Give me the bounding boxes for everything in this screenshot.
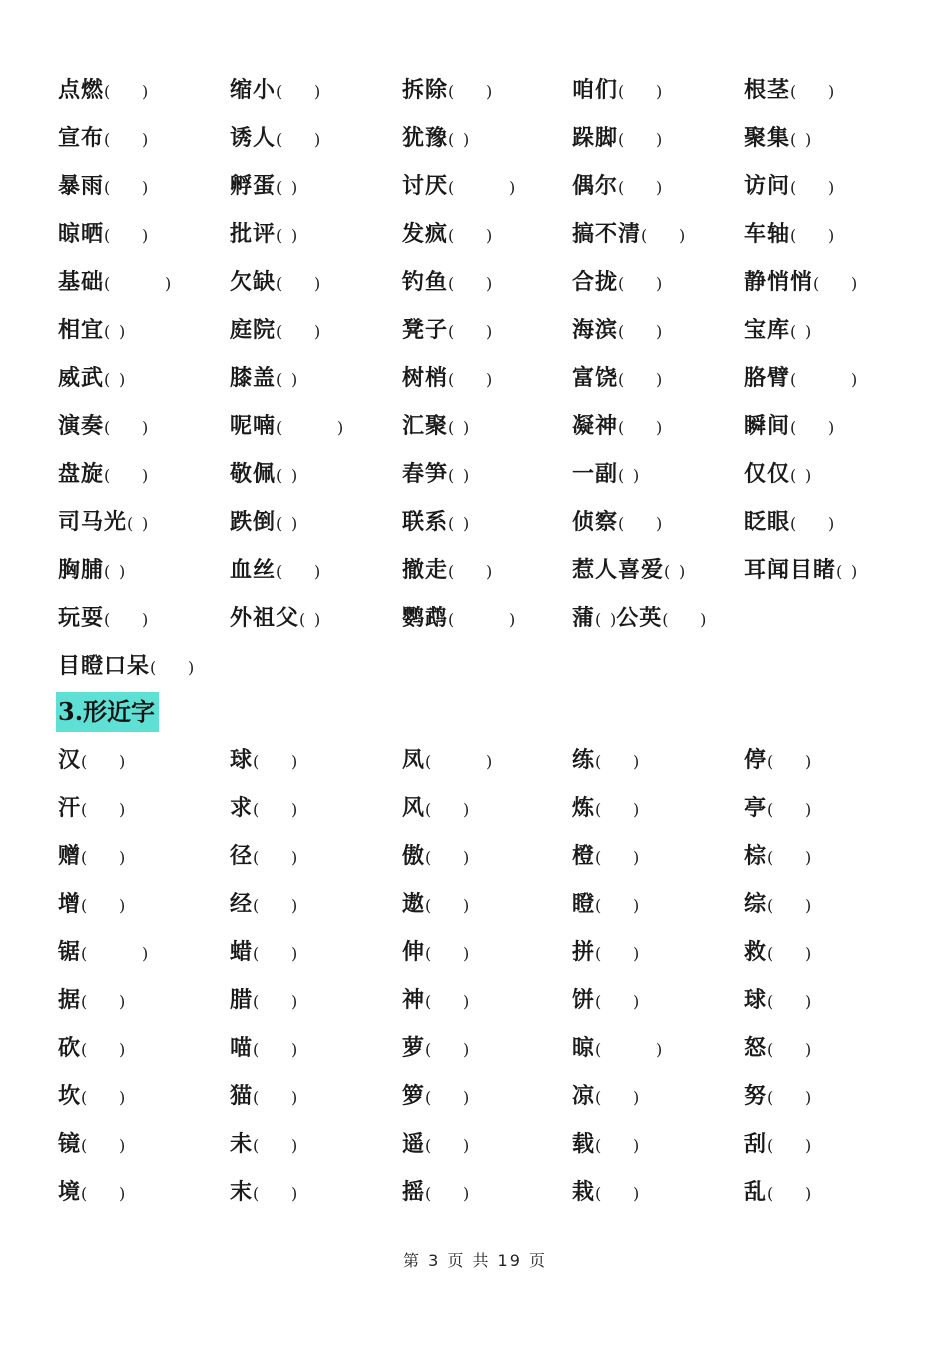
character-row — [58, 930, 918, 974]
exercise-item: 未( ) — [230, 1131, 298, 1157]
exercise-item: 膝盖( ) — [230, 365, 298, 391]
exercise-item: 车轴( ) — [744, 221, 835, 247]
exercise-item: 根茎( ) — [744, 77, 835, 103]
exercise-item: 坎( ) — [58, 1083, 126, 1109]
character-row — [58, 1122, 918, 1166]
exercise-item: 摇( ) — [402, 1179, 470, 1205]
exercise-item: 访问( ) — [744, 173, 835, 199]
exercise-item: 聚集( ) — [744, 125, 812, 151]
exercise-item: 棕( ) — [744, 843, 812, 869]
section-title-similar-characters: 3.形近字 — [56, 692, 159, 732]
exercise-item: 据( ) — [58, 987, 126, 1013]
exercise-item: 风( ) — [402, 795, 470, 821]
exercise-item: 拆除( ) — [402, 77, 493, 103]
character-row — [58, 834, 918, 878]
word-row — [58, 548, 918, 592]
exercise-item: 呢喃( ) — [230, 413, 344, 439]
exercise-item: 仅仅( ) — [744, 461, 812, 487]
exercise-item: 遥( ) — [402, 1131, 470, 1157]
exercise-item: 饼( ) — [572, 987, 640, 1013]
exercise-item: 胸脯( ) — [58, 557, 126, 583]
exercise-item: 萝( ) — [402, 1035, 470, 1061]
word-row — [58, 260, 918, 304]
exercise-item: 诱人( ) — [230, 125, 321, 151]
exercise-item: 瞪( ) — [572, 891, 640, 917]
exercise-item: 跌倒( ) — [230, 509, 298, 535]
exercise-item: 偶尔( ) — [572, 173, 663, 199]
exercise-item: 拼( ) — [572, 939, 640, 965]
exercise-item: 傲( ) — [402, 843, 470, 869]
character-row — [58, 978, 918, 1022]
exercise-item: 鹦鹉( ) — [402, 605, 516, 631]
exercise-item: 晾晒( ) — [58, 221, 149, 247]
exercise-item: 汗( ) — [58, 795, 126, 821]
exercise-item: 联系( ) — [402, 509, 470, 535]
exercise-item: 伸( ) — [402, 939, 470, 965]
exercise-item: 增( ) — [58, 891, 126, 917]
exercise-item: 综( ) — [744, 891, 812, 917]
exercise-item: 救( ) — [744, 939, 812, 965]
exercise-item: 胳臂( ) — [744, 365, 858, 391]
exercise-item: 载( ) — [572, 1131, 640, 1157]
exercise-item: 外祖父( ) — [230, 605, 321, 631]
exercise-item: 合拢( ) — [572, 269, 663, 295]
exercise-item: 练( ) — [572, 747, 640, 773]
exercise-item: 境( ) — [58, 1179, 126, 1205]
exercise-item: 演奏( ) — [58, 413, 149, 439]
exercise-item: 侦察( ) — [572, 509, 663, 535]
exercise-item: 神( ) — [402, 987, 470, 1013]
exercise-item: 惹人喜爱( ) — [572, 557, 686, 583]
character-row — [58, 738, 918, 782]
exercise-item: 钓鱼( ) — [402, 269, 493, 295]
exercise-item: 玩耍( ) — [58, 605, 149, 631]
exercise-item: 努( ) — [744, 1083, 812, 1109]
exercise-item: 球( ) — [230, 747, 298, 773]
word-row — [58, 116, 918, 160]
exercise-item: 砍( ) — [58, 1035, 126, 1061]
exercise-item: 基础( ) — [58, 269, 172, 295]
exercise-item: 凳子( ) — [402, 317, 493, 343]
exercise-item: 讨厌( ) — [402, 173, 516, 199]
exercise-item: 凤( ) — [402, 747, 493, 773]
word-row — [58, 164, 918, 208]
exercise-item: 喵( ) — [230, 1035, 298, 1061]
word-row — [58, 404, 918, 448]
exercise-item: 球( ) — [744, 987, 812, 1013]
exercise-item: 求( ) — [230, 795, 298, 821]
exercise-item: 血丝( ) — [230, 557, 321, 583]
exercise-item: 盘旋( ) — [58, 461, 149, 487]
exercise-item: 目瞪口呆( ) — [58, 653, 195, 679]
character-row — [58, 1074, 918, 1118]
exercise-item: 汇聚( ) — [402, 413, 470, 439]
exercise-item: 蒲( )公英( ) — [572, 605, 707, 631]
exercise-item: 停( ) — [744, 747, 812, 773]
exercise-item: 耳闻目睹( ) — [744, 557, 858, 583]
exercise-item: 缩小( ) — [230, 77, 321, 103]
word-row — [58, 356, 918, 400]
exercise-item: 司马光( ) — [58, 509, 149, 535]
character-row — [58, 1170, 918, 1214]
exercise-item: 橙( ) — [572, 843, 640, 869]
exercise-item: 犹豫( ) — [402, 125, 470, 151]
word-row — [58, 596, 918, 640]
character-row — [58, 882, 918, 926]
word-row — [58, 68, 918, 112]
word-row — [58, 452, 918, 496]
exercise-item: 凝神( ) — [572, 413, 663, 439]
exercise-item: 威武( ) — [58, 365, 126, 391]
exercise-item: 锯( ) — [58, 939, 149, 965]
word-row — [58, 644, 918, 688]
exercise-item: 海滨( ) — [572, 317, 663, 343]
exercise-item: 敬佩( ) — [230, 461, 298, 487]
page-footer: 第 3 页 共 19 页 — [403, 1251, 547, 1270]
word-row — [58, 308, 918, 352]
exercise-item: 箩( ) — [402, 1083, 470, 1109]
exercise-item: 炼( ) — [572, 795, 640, 821]
word-row — [58, 500, 918, 544]
exercise-item: 遨( ) — [402, 891, 470, 917]
exercise-item: 孵蛋( ) — [230, 173, 298, 199]
exercise-item: 宣布( ) — [58, 125, 149, 151]
exercise-item: 富饶( ) — [572, 365, 663, 391]
exercise-item: 庭院( ) — [230, 317, 321, 343]
exercise-item: 搞不清( ) — [572, 221, 686, 247]
exercise-item: 赠( ) — [58, 843, 126, 869]
exercise-item: 经( ) — [230, 891, 298, 917]
exercise-item: 栽( ) — [572, 1179, 640, 1205]
exercise-item: 晾( ) — [572, 1035, 663, 1061]
exercise-item: 静悄悄( ) — [744, 269, 858, 295]
exercise-item: 咱们( ) — [572, 77, 663, 103]
exercise-item: 汉( ) — [58, 747, 126, 773]
word-row — [58, 212, 918, 256]
exercise-item: 春笋( ) — [402, 461, 470, 487]
exercise-item: 蜡( ) — [230, 939, 298, 965]
exercise-item: 眨眼( ) — [744, 509, 835, 535]
exercise-item: 欠缺( ) — [230, 269, 321, 295]
exercise-item: 瞬间( ) — [744, 413, 835, 439]
exercise-item: 点燃( ) — [58, 77, 149, 103]
exercise-item: 亭( ) — [744, 795, 812, 821]
exercise-item: 跺脚( ) — [572, 125, 663, 151]
exercise-item: 相宜( ) — [58, 317, 126, 343]
character-row — [58, 1026, 918, 1070]
exercise-item: 径( ) — [230, 843, 298, 869]
exercise-item: 一副( ) — [572, 461, 640, 487]
exercise-item: 宝库( ) — [744, 317, 812, 343]
exercise-item: 怒( ) — [744, 1035, 812, 1061]
exercise-item: 凉( ) — [572, 1083, 640, 1109]
exercise-item: 暴雨( ) — [58, 173, 149, 199]
exercise-item: 猫( ) — [230, 1083, 298, 1109]
exercise-item: 刮( ) — [744, 1131, 812, 1157]
exercise-item: 乱( ) — [744, 1179, 812, 1205]
character-row — [58, 786, 918, 830]
exercise-item: 镜( ) — [58, 1131, 126, 1157]
exercise-item: 腊( ) — [230, 987, 298, 1013]
exercise-item: 末( ) — [230, 1179, 298, 1205]
exercise-item: 撤走( ) — [402, 557, 493, 583]
exercise-item: 批评( ) — [230, 221, 298, 247]
exercise-item: 树梢( ) — [402, 365, 493, 391]
exercise-item: 发疯( ) — [402, 221, 493, 247]
